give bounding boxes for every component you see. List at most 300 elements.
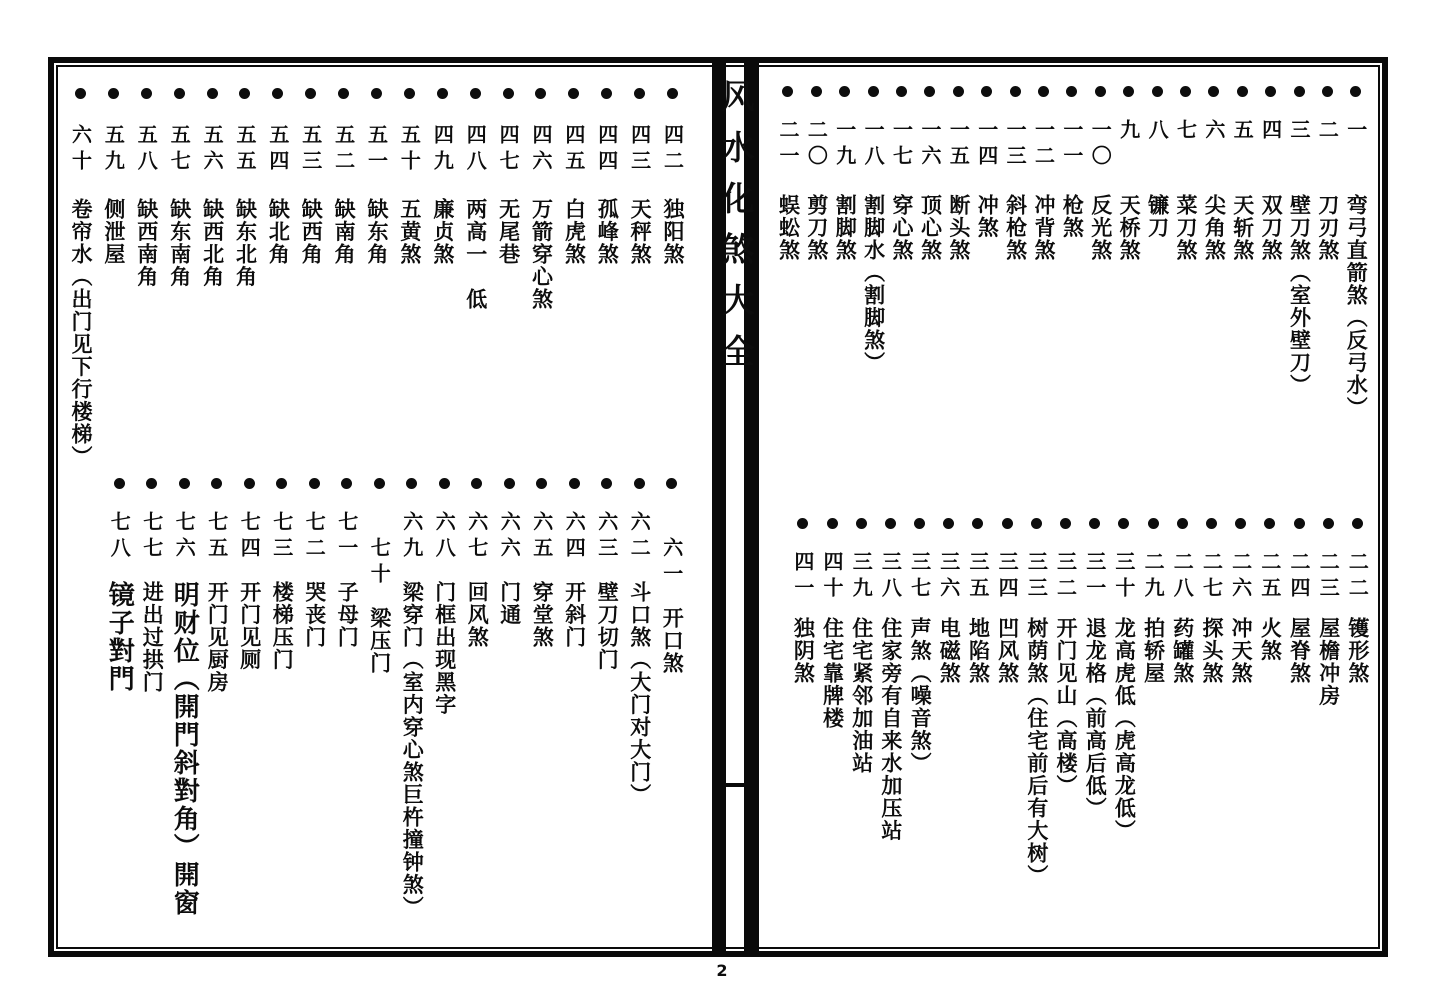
bullet-dot [146, 478, 157, 489]
toc-block-entries-42-60 [64, 88, 689, 468]
entry-title: 进出过拱门 [140, 581, 165, 694]
entry-title: 开门见厕 [237, 581, 262, 671]
entry-title: 地陷煞 [966, 617, 991, 685]
entry-title: 梁压门 [367, 607, 392, 675]
toc-entry-55 [229, 88, 262, 288]
entry-number: 二七 [1199, 551, 1224, 603]
bullet-dot [943, 518, 954, 529]
entry-title: 明财位（開門斜對角）開窗 [169, 581, 200, 917]
entry-number: 四七 [496, 124, 521, 176]
entry-number: 五七 [167, 124, 192, 176]
toc-entry-50 [393, 88, 426, 266]
bullet-dot [1152, 86, 1163, 97]
toc-entry-60 [64, 88, 97, 468]
entry-title: 蜈蚣煞 [776, 194, 801, 262]
bullet-dot [1235, 518, 1246, 529]
toc-entry-32 [1051, 518, 1080, 797]
entry-title: 顶心煞 [918, 194, 943, 262]
entry-title: 回风煞 [465, 581, 490, 649]
entry-title: 天桥煞 [1117, 194, 1142, 262]
entry-number: 一六 [917, 119, 942, 171]
entry-number: 二八 [1170, 551, 1195, 603]
toc-entry-25 [1255, 518, 1284, 662]
bullet-dot [535, 88, 546, 99]
bullet-dot [305, 88, 316, 99]
bullet-dot [503, 88, 514, 99]
entry-title: 无尾巷 [496, 198, 521, 266]
entry-title: 开斜门 [562, 581, 587, 649]
entry-title: 电磁煞 [937, 617, 962, 685]
entry-title: 缺东北角 [233, 198, 258, 288]
toc-entry-42 [656, 88, 689, 266]
toc-entry-76 [168, 478, 201, 917]
toc-entry-21 [774, 86, 802, 262]
toc-entry-45 [557, 88, 590, 266]
toc-entry-39 [847, 518, 876, 775]
toc-block-entries-61-78 [103, 478, 688, 919]
bullet-dot [856, 518, 867, 529]
entry-title: 镬形煞 [1345, 617, 1370, 685]
toc-entry-28 [1168, 518, 1197, 685]
entry-title: 镰刀 [1145, 194, 1170, 239]
entry-number: 一二 [1031, 119, 1056, 171]
bullet-dot [504, 478, 515, 489]
bullet-dot [634, 88, 645, 99]
toc-entry-8 [1143, 86, 1171, 239]
toc-entry-41 [788, 518, 817, 685]
bullet-dot [1089, 518, 1100, 529]
entry-number: 一九 [832, 119, 857, 171]
entry-number: 五九 [101, 124, 126, 176]
entry-number: 五五 [232, 124, 257, 176]
bullet-dot [1066, 86, 1077, 97]
bullet-dot [470, 88, 481, 99]
bullet-dot [1118, 518, 1129, 529]
toc-entry-37 [905, 518, 934, 775]
toc-entry-22 [1343, 518, 1372, 685]
toc-entry-33 [1022, 518, 1051, 887]
entry-number: 六四 [562, 511, 587, 563]
toc-entry-70 [363, 478, 396, 675]
bullet-dot [568, 88, 579, 99]
toc-entry-31 [1080, 518, 1109, 820]
toc-entry-27 [1197, 518, 1226, 685]
bullet-dot [141, 88, 152, 99]
entry-number: 三六 [936, 551, 961, 603]
bullet-dot [114, 478, 125, 489]
toc-entry-38 [876, 518, 905, 842]
entry-title: 双刀煞 [1259, 194, 1284, 262]
entry-number: 五十 [397, 124, 422, 176]
toc-entry-71 [331, 478, 364, 649]
entry-number: 一七 [889, 119, 914, 171]
entry-number: 六九 [399, 511, 424, 563]
toc-entry-40 [817, 518, 846, 730]
entry-title: 缺南角 [332, 198, 357, 266]
entry-title: 斗口煞（大门对大门） [627, 581, 652, 806]
toc-entry-19 [831, 86, 859, 262]
entry-title: 尖角煞 [1202, 194, 1227, 262]
toc-entry-20 [802, 86, 830, 262]
entry-number: 一八 [861, 119, 886, 171]
entry-title: 凹风煞 [995, 617, 1020, 685]
entry-number: 七一 [334, 511, 359, 563]
bullet-dot [827, 518, 838, 529]
toc-entry-53 [294, 88, 327, 266]
entry-number: 二九 [1141, 551, 1166, 603]
bullet-dot [797, 518, 808, 529]
entry-number: 八 [1145, 119, 1170, 145]
entry-title: 火煞 [1258, 617, 1283, 662]
entry-title: 割脚水（割脚煞） [861, 194, 886, 374]
entry-number: 六五 [529, 511, 554, 563]
entry-title: 反光煞 [1088, 194, 1113, 262]
toc-entry-65 [526, 478, 559, 649]
entry-number: 五六 [200, 124, 225, 176]
entry-title: 退龙格（前高后低） [1083, 617, 1108, 820]
bullet-dot [782, 86, 793, 97]
toc-entry-15 [944, 86, 972, 262]
entry-number: 六六 [497, 511, 522, 563]
entry-title: 冲煞 [975, 194, 1000, 239]
entry-number: 三七 [907, 551, 932, 603]
entry-number: 一五 [946, 119, 971, 171]
entry-number: 二 [1315, 119, 1340, 145]
toc-entry-75 [201, 478, 234, 694]
entry-number: 七十 [367, 537, 392, 589]
entry-title: 镜子對門 [104, 581, 135, 693]
entry-title: 住家旁有自来水加压站 [878, 617, 903, 842]
entry-number: 二五 [1257, 551, 1282, 603]
entry-title: 住宅紧邻加油站 [849, 617, 874, 775]
entry-number: 三九 [849, 551, 874, 603]
toc-entry-59 [97, 88, 130, 266]
bullet-dot [1294, 518, 1305, 529]
bullet-dot [839, 86, 850, 97]
bullet-dot [666, 478, 677, 489]
entry-title: 廉贞煞 [430, 198, 455, 266]
entry-number: 六 [1201, 119, 1226, 145]
bullet-dot [536, 478, 547, 489]
entry-title: 剪刀煞 [804, 194, 829, 262]
bullet-dot [1060, 518, 1071, 529]
entry-number: 七 [1173, 119, 1198, 145]
entry-number: 三十 [1111, 551, 1136, 603]
toc-entry-2 [1313, 86, 1341, 262]
entry-title: 楼梯压门 [270, 581, 295, 671]
entry-title: 独阳煞 [661, 198, 686, 266]
entry-number: 四六 [528, 124, 553, 176]
bullet-dot [601, 88, 612, 99]
bullet-dot [239, 88, 250, 99]
entry-number: 五 [1230, 119, 1255, 145]
bullet-dot [667, 88, 678, 99]
bullet-dot [811, 86, 822, 97]
entry-number: 六一 [659, 537, 684, 589]
entry-number: 五八 [134, 124, 159, 176]
entry-title: 壁刀煞（室外壁刀） [1287, 194, 1312, 397]
bullet-dot [601, 478, 612, 489]
entry-title: 住宅靠牌楼 [820, 617, 845, 730]
bullet-dot [1010, 86, 1021, 97]
bullet-dot [1148, 518, 1159, 529]
entry-title: 缺北角 [266, 198, 291, 266]
entry-title: 断头煞 [946, 194, 971, 262]
bullet-dot [1323, 518, 1334, 529]
bullet-dot [374, 478, 385, 489]
entry-title: 开门见山（高楼） [1054, 617, 1079, 797]
toc-entry-4 [1256, 86, 1284, 262]
entry-number: 二一 [775, 119, 800, 171]
entry-title: 枪煞 [1060, 194, 1085, 239]
entry-number: 六七 [464, 511, 489, 563]
entry-title: 药罐煞 [1170, 617, 1195, 685]
toc-entry-58 [130, 88, 163, 288]
entry-number: 二六 [1228, 551, 1253, 603]
bullet-dot [1352, 518, 1363, 529]
toc-entry-1 [1342, 86, 1370, 419]
bullet-dot [1123, 86, 1134, 97]
entry-title: 门通 [497, 581, 522, 626]
bullet-dot [569, 478, 580, 489]
entry-number: 四 [1258, 119, 1283, 145]
entry-number: 六二 [627, 511, 652, 563]
entry-title: 天秤煞 [628, 198, 653, 266]
entry-title: 天斩煞 [1230, 194, 1255, 262]
entry-title: 开口煞 [660, 607, 685, 675]
entry-title: 侧泄屋 [101, 198, 126, 266]
entry-number: 四一 [790, 551, 815, 603]
bullet-dot [1031, 518, 1042, 529]
toc-entry-74 [233, 478, 266, 671]
entry-number: 四十 [820, 551, 845, 603]
entry-title: 独阴煞 [791, 617, 816, 685]
entry-title: 菜刀煞 [1173, 194, 1198, 262]
entry-title: 刀刃煞 [1315, 194, 1340, 262]
toc-entry-12 [1029, 86, 1057, 262]
entry-number: 二三 [1316, 551, 1341, 603]
bullet-dot [341, 478, 352, 489]
toc-entry-54 [261, 88, 294, 266]
entry-number: 五二 [331, 124, 356, 176]
entry-title: 万箭穿心煞 [529, 198, 554, 311]
bullet-dot [634, 478, 645, 489]
entry-number: 四二 [660, 124, 685, 176]
entry-title: 龙高虎低（虎高龙低） [1112, 617, 1137, 842]
toc-entry-34 [993, 518, 1022, 685]
entry-title: 缺西南角 [134, 198, 159, 288]
entry-title: 开门见厨房 [205, 581, 230, 694]
book-spine [710, 63, 762, 957]
toc-entry-16 [916, 86, 944, 262]
toc-entry-69 [396, 478, 429, 919]
entry-number: 五三 [298, 124, 323, 176]
bullet-dot [437, 88, 448, 99]
toc-entry-62 [623, 478, 656, 806]
entry-title: 穿堂煞 [530, 581, 555, 649]
toc-entry-46 [525, 88, 558, 311]
entry-title: 门框出现黑字 [432, 581, 457, 716]
entry-title: 两高一 低 [463, 198, 488, 311]
bullet-dot [896, 86, 907, 97]
bullet-dot [75, 88, 86, 99]
toc-block-entries-1-21 [774, 86, 1370, 419]
toc-entry-64 [558, 478, 591, 649]
bullet-dot [885, 518, 896, 529]
entry-title: 声煞（噪音煞） [908, 617, 933, 775]
toc-entry-24 [1284, 518, 1313, 685]
toc-entry-6 [1200, 86, 1228, 262]
bullet-dot [338, 88, 349, 99]
entry-number: 一三 [1003, 119, 1028, 171]
entry-title: 壁刀切门 [595, 581, 620, 671]
page-number: 2 [716, 961, 728, 980]
entry-title: 子母门 [335, 581, 360, 649]
entry-title: 斜枪煞 [1003, 194, 1028, 262]
toc-entry-47 [492, 88, 525, 266]
toc-entry-26 [1226, 518, 1255, 685]
toc-entry-43 [623, 88, 656, 266]
entry-number: 一 [1343, 119, 1368, 145]
entry-number: 二四 [1287, 551, 1312, 603]
toc-entry-63 [591, 478, 624, 671]
toc-entry-13 [1001, 86, 1029, 262]
entry-number: 六八 [432, 511, 457, 563]
bullet-dot [439, 478, 450, 489]
spine-title: 风水化煞大全 [716, 79, 756, 385]
entry-number: 四九 [430, 124, 455, 176]
bullet-dot [471, 478, 482, 489]
entry-title: 割脚煞 [833, 194, 858, 262]
bullet-dot [953, 86, 964, 97]
toc-entry-23 [1314, 518, 1343, 707]
entry-number: 一四 [974, 119, 999, 171]
toc-entry-68 [428, 478, 461, 716]
entry-number: 三八 [878, 551, 903, 603]
entry-number: 五四 [265, 124, 290, 176]
entry-number: 二二 [1345, 551, 1370, 603]
bullet-dot [914, 518, 925, 529]
entry-number: 一〇 [1088, 119, 1113, 171]
entry-title: 哭丧门 [302, 581, 327, 649]
entry-number: 四三 [627, 124, 652, 176]
bullet-dot [276, 478, 287, 489]
bullet-dot [309, 478, 320, 489]
toc-entry-30 [1109, 518, 1138, 842]
entry-title: 弯弓直箭煞（反弓水） [1344, 194, 1369, 419]
entry-title: 树荫煞（住宅前后有大树） [1024, 617, 1049, 887]
toc-entry-3 [1285, 86, 1313, 397]
entry-title: 缺东角 [365, 198, 390, 266]
toc-entry-77 [136, 478, 169, 694]
entry-title: 缺西北角 [200, 198, 225, 288]
toc-entry-61 [656, 478, 689, 675]
bullet-dot [404, 88, 415, 99]
entry-number: 七六 [172, 511, 197, 563]
entry-number: 七七 [139, 511, 164, 563]
entry-title: 五黄煞 [397, 198, 422, 266]
bullet-dot [1038, 86, 1049, 97]
toc-entry-44 [590, 88, 623, 266]
bullet-dot [1095, 86, 1106, 97]
toc-entry-52 [327, 88, 360, 266]
bullet-dot [1206, 518, 1217, 529]
entry-number: 七五 [204, 511, 229, 563]
entry-title: 白虎煞 [562, 198, 587, 266]
bullet-dot [1237, 86, 1248, 97]
entry-number: 九 [1116, 119, 1141, 145]
entry-title: 拍轿屋 [1141, 617, 1166, 685]
toc-entry-36 [934, 518, 963, 685]
entry-number: 三 [1287, 119, 1312, 145]
entry-number: 四四 [594, 124, 619, 176]
entry-number: 七四 [237, 511, 262, 563]
bullet-dot [1294, 86, 1305, 97]
toc-entry-72 [298, 478, 331, 649]
entry-title: 缺西角 [299, 198, 324, 266]
entry-number: 四五 [561, 124, 586, 176]
toc-entry-35 [963, 518, 992, 685]
entry-number: 七八 [107, 511, 132, 563]
bullet-dot [174, 88, 185, 99]
toc-entry-49 [426, 88, 459, 266]
toc-entry-51 [360, 88, 393, 266]
bullet-dot [1264, 518, 1275, 529]
toc-entry-9 [1114, 86, 1142, 262]
entry-number: 六十 [68, 124, 93, 176]
entry-number: 七二 [302, 511, 327, 563]
entry-title: 缺东南角 [167, 198, 192, 288]
bullet-dot [1265, 86, 1276, 97]
bullet-dot [179, 478, 190, 489]
entry-title: 卷帘水（出门见下行楼梯） [69, 198, 94, 468]
bullet-dot [207, 88, 218, 99]
toc-entry-67 [461, 478, 494, 649]
spine-tick [723, 783, 749, 787]
toc-block-entries-22-41 [788, 518, 1372, 887]
entry-number: 三三 [1024, 551, 1049, 603]
toc-entry-18 [859, 86, 887, 374]
toc-entry-48 [459, 88, 492, 311]
toc-entry-10 [1086, 86, 1114, 262]
entry-title: 穿心煞 [890, 194, 915, 262]
entry-title: 屋脊煞 [1287, 617, 1312, 685]
entry-number: 一一 [1059, 119, 1084, 171]
toc-entry-14 [973, 86, 1001, 239]
bullet-dot [1002, 518, 1013, 529]
bullet-dot [981, 86, 992, 97]
entry-number: 三五 [965, 551, 990, 603]
toc-entry-7 [1171, 86, 1199, 262]
toc-entry-57 [163, 88, 196, 288]
toc-entry-5 [1228, 86, 1256, 262]
entry-number: 三二 [1053, 551, 1078, 603]
toc-entry-29 [1139, 518, 1168, 685]
bullet-dot [868, 86, 879, 97]
bullet-dot [371, 88, 382, 99]
bullet-dot [972, 518, 983, 529]
entry-title: 探头煞 [1199, 617, 1224, 685]
entry-title: 冲天煞 [1229, 617, 1254, 685]
bullet-dot [1177, 518, 1188, 529]
toc-entry-73 [266, 478, 299, 671]
bullet-dot [244, 478, 255, 489]
bullet-dot [406, 478, 417, 489]
toc-entry-66 [493, 478, 526, 626]
entry-number: 四八 [463, 124, 488, 176]
bullet-dot [1208, 86, 1219, 97]
bullet-dot [1350, 86, 1361, 97]
